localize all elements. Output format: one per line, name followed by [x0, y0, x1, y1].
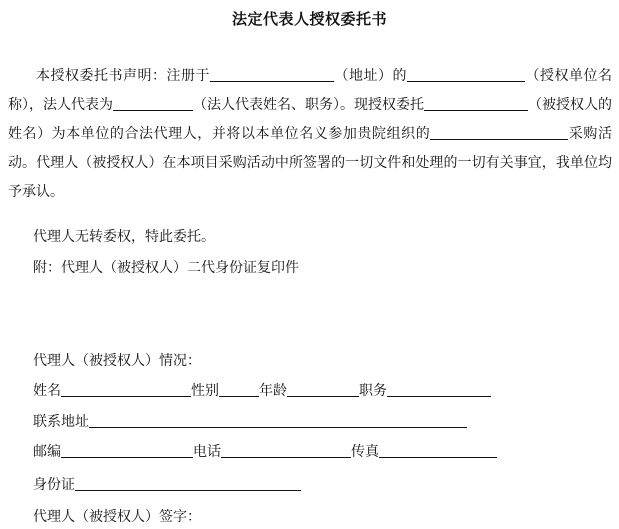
- name-field[interactable]: [61, 380, 191, 397]
- signature-label: 代理人（被授权人）签字：: [33, 509, 201, 525]
- contact-address-field[interactable]: [89, 411, 467, 428]
- fax-label: 传真: [351, 444, 379, 460]
- no-transfer-statement: 代理人无转委权，特此委托。: [33, 229, 215, 245]
- agent-section-heading: 代理人（被授权人）情况：: [33, 353, 201, 369]
- declaration-text-6: 采购活动。代理人（被授权人）在本项目采购活动中所签署的一切文件和处理的一切有关事宜，我单位均予承认。: [8, 126, 612, 200]
- position-label: 职务: [359, 383, 387, 399]
- declaration-text-4: （法人代表姓名、职务）。现授权委托: [193, 97, 424, 113]
- postcode-field[interactable]: [61, 441, 193, 458]
- position-field[interactable]: [387, 380, 491, 397]
- address-blank[interactable]: [210, 65, 334, 82]
- agent-name-blank[interactable]: [424, 94, 528, 111]
- agent-info-row-2: [33, 411, 467, 431]
- phone-field[interactable]: [221, 441, 351, 458]
- procurement-blank[interactable]: [430, 123, 568, 140]
- legal-rep-blank[interactable]: [113, 94, 193, 111]
- document-title: 法定代表人授权委托书: [231, 10, 387, 28]
- attachment-note: 附：代理人（被授权人）二代身份证复印件: [33, 260, 299, 276]
- gender-label: 性别: [191, 383, 219, 399]
- postcode-label: 邮编: [33, 444, 61, 460]
- agent-info-row-3: [33, 441, 497, 461]
- declaration-text-1: 本授权委托书声明：注册于: [36, 68, 210, 84]
- declaration-text-2: （地址）的: [334, 68, 407, 84]
- declaration-text-3: （授权单位名称），法人代表为: [8, 68, 612, 113]
- id-card-field[interactable]: [75, 474, 301, 491]
- declaration-paragraph: [8, 62, 612, 207]
- agent-info-row-1: [33, 380, 491, 400]
- agent-info-row-4: [33, 474, 301, 494]
- age-field[interactable]: [287, 380, 359, 397]
- id-label: 身份证: [33, 477, 75, 493]
- phone-label: 电话: [193, 444, 221, 460]
- gender-field[interactable]: [219, 380, 259, 397]
- name-label: 姓名: [33, 383, 61, 399]
- address-label: 联系地址: [33, 414, 89, 430]
- declaration-text-5: （被授权人的姓名）为本单位的合法代理人，并将以本单位名义参加贵院组织的: [8, 97, 612, 142]
- age-label: 年龄: [259, 383, 287, 399]
- fax-field[interactable]: [379, 441, 497, 458]
- unit-name-blank[interactable]: [407, 65, 525, 82]
